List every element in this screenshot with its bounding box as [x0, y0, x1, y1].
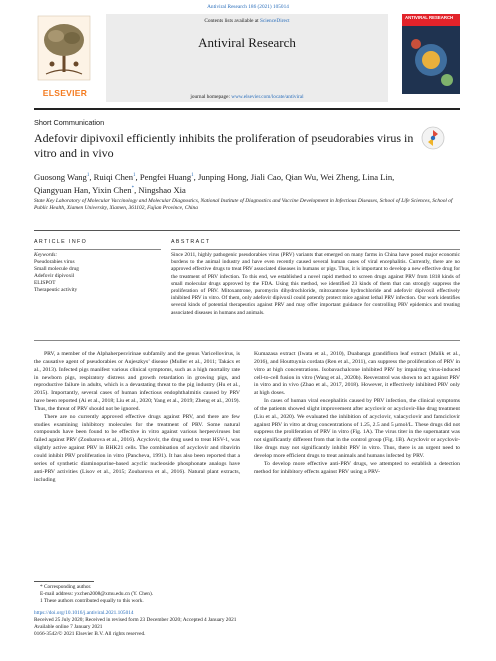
keywords-label: Keywords:	[34, 252, 58, 258]
author-name[interactable]: Guosong Wang	[34, 171, 87, 182]
footnote-rule	[34, 581, 94, 582]
masthead-rule	[34, 108, 460, 110]
homepage-prefix: journal homepage:	[190, 94, 232, 100]
abstract-heading: ABSTRACT	[171, 239, 211, 245]
available-online: Available online 7 January 2021	[34, 624, 103, 630]
body-paragraph: There are no currently approved effective drugs against PRV, and there are few studies examining inhibitory molecules for the treatment of PRV. Some natural compounds have been found to be effective in vitro against various herpesviruses but failed against PRV (Zoubarova et al., 2016). Acyclovir, the drug used to treat HSV-1, was slightly active against PRV in BHK21 cells. The combination of acyclovir and ribavirin could inhibit PRV proliferation in vitro (Pancheva, 1991). It has also been reported that a series of synthetic diaminopurine-based acyclic nucleoside phosphonate analogs have anti-PRV activities (Lisov et al., 2015; Zoubarova et al., 2016). Natural plant extracts, including	[34, 413, 240, 483]
author-name[interactable]: Wei Zheng	[320, 171, 358, 182]
footnote-email[interactable]: E-mail address: yxchen2008@xmu.edu.cn (Y. Chen).	[40, 591, 154, 597]
footnotes	[34, 584, 334, 605]
sciencedirect-link[interactable]: ScienceDirect	[259, 18, 290, 24]
elsevier-tree-logo	[34, 14, 94, 84]
article-type: Short Communication	[34, 118, 105, 127]
doi-link[interactable]: https://doi.org/10.1016/j.antiviral.2021.105014	[34, 610, 134, 616]
keyword: ELISPOT	[34, 280, 56, 286]
keyword: Small molecule drug	[34, 266, 79, 272]
keyword: Therapeutic activity	[34, 287, 78, 293]
author-footnote-marker[interactable]: 1	[133, 173, 136, 178]
footnote-corresponding: * Corresponding author.	[40, 584, 92, 590]
journal-masthead	[34, 14, 460, 106]
body-column-left	[34, 351, 240, 484]
homepage-link[interactable]: www.elsevier.com/locate/antiviral	[231, 94, 304, 100]
article-title: Adefovir dipivoxil efficiently inhibits the proliferation of pseudorabies virus in vitro and in vivo	[34, 131, 414, 160]
author-footnote-marker[interactable]: 1	[86, 173, 90, 178]
journal-cover-thumbnail	[402, 14, 460, 94]
divider	[34, 249, 161, 250]
keyword: Pseudorabies virus	[34, 259, 75, 265]
author-name[interactable]: Ningshao Xia	[138, 185, 186, 196]
received-dates: Received 25 July 2020; Received in revised form 23 December 2020; Accepted 4 January 2021	[34, 617, 237, 623]
check-for-updates-icon[interactable]	[420, 125, 446, 151]
divider	[34, 340, 460, 341]
author-affiliation: State Key Laboratory of Molecular Vaccinology and Molecular Diagnostics, National Institute of Diagnostics and Vaccine Development in Infectious Diseases, School of Life Sciences, School of Public Health, Xiamen University, Xiamen, 361102, Fujian Province, China	[34, 198, 453, 212]
body-paragraph: Kumazasa extract (Iwata et al., 2010), Duabanga grandiflora leaf extract (Malik et al., 2016), and Houttuynia cordata (Ren et al., 2011), can suppress the proliferation of PRV in vitro at high concentrations. Isobavachalcone inhibited PRV by impairing virus-induced cell-to-cell fusion in vitro (Wang et al., 2020b). Resveratrol was shown to act against PRV in vitro and in vivo (Zhao et al., 2017, 2018). However, it effectively inhibited PRV only at high doses.	[254, 351, 460, 397]
bibliographic-info	[34, 610, 334, 638]
divider	[34, 230, 460, 231]
body-column-right	[254, 351, 460, 477]
cover-artwork	[402, 26, 460, 94]
author-name[interactable]: Qian Wu	[285, 171, 317, 182]
author-name[interactable]: Qiangyuan Han	[34, 185, 89, 196]
author-name[interactable]: Junping Hong	[197, 171, 247, 182]
keywords-block	[34, 252, 79, 294]
journal-title: Antiviral Research	[198, 35, 296, 50]
contents-prefix: Contents lists available at	[204, 18, 260, 24]
elsevier-wordmark: ELSEVIER	[42, 88, 88, 98]
body-paragraph: In cases of human viral encephalitis caused by PRV infection, the clinical symptoms of the patients showed slight improvement after acyclovir or acyclovir-like drug treatment (Liu et al., 2020). We evaluated the inhibition of acyclovir, valacyclovir and famciclovir against PRV in vitro at drug concentrations of 1.25, 2.5 and 5 μmol/L. These drugs did not suppress the proliferation of PRV in vitro (Fig. 1A). The virus titer in the supernatant was not significantly different from that in the control group (Fig. 1B). Acyclovir or acyclovir-like drugs may not significantly inhibit PRV in vitro. Thus, there is an urgent need to develop more efficient drugs to treat animals and humans infected by PRV.	[254, 398, 460, 459]
running-head[interactable]: Antiviral Research 186 (2021) 105014	[207, 4, 289, 10]
article-info-heading: ARTICLE INFO	[34, 239, 88, 245]
contents-available-line	[106, 18, 388, 24]
author-footnote-marker[interactable]: *	[131, 186, 135, 192]
copyright: 0166-3542/© 2021 Elsevier B.V. All rights reserved.	[34, 631, 146, 637]
cover-title: ANTIVIRAL RESEARCH	[405, 15, 454, 20]
body-paragraph: PRV, a member of the Alphaherpesvirinae subfamily and the genus Varicellovirus, is the causative agent of pseudorabies or Aujeszkys’ disease (Muller et al., 2011; Takács et al., 2013). Infected pigs manifest various clinical symptoms, such as a high mortality rate in newborn pigs, respiratory distress and growth retardation in growing pigs, and reproductive failure in adults, which is a devastating threat to the pig industry (Hu et al., 2015). Importantly, several cases of human infectious endophthalmitis caused by PRV have been reported (Ai et al., 2018; Liu et al., 2020; Yang et al., 2019; Zheng et al., 2019). Thus, the threat of PRV should not be ignored.	[34, 351, 240, 412]
keyword: Adefovir dipivoxil	[34, 273, 75, 279]
journal-homepage-line	[106, 94, 388, 100]
author-name[interactable]: Lina Lin	[362, 171, 393, 182]
author-name[interactable]: Pengfei Huang	[139, 171, 192, 182]
author-name[interactable]: Yixin Chen	[92, 185, 132, 196]
author-footnote-marker[interactable]: 1	[191, 173, 194, 178]
footnote-equal-contribution: 1 These authors contributed equally to this work.	[40, 598, 144, 604]
divider	[171, 249, 460, 250]
abstract-text: Since 2011, highly pathogenic pseudorabies virus (PRV) variants that emerged on many farms in China have posed major economic burdens to the animal industry and have even recently caused several human cases of viral encephalitis. Currently, there are no approved effective drugs to treat PRV associated diseases in humans or pigs. Thus, it is important to develop a new effective drug for the treatment of PRV infection. To this end, we established a novel rapid method to screen drugs against PRV from 1818 kinds of small molecular drugs approved by the FDA. Using this method, we identified 23 kinds of them that can strongly suppress the proliferation of PRV. Mitoxantrone, puromycin dihydrochloride, mitoxantrone hydrochloride and adefovir dipivoxil effectively inhibited PRV in vitro. Of them, only adefovir dipivoxil could potently protect mice against lethal PRV infection. Our work identifies several kinds of potential therapeutics against PRV and may offer important guidance for controlling PRV epidemics and treating associated diseases in humans and animals.	[171, 252, 460, 316]
author-name[interactable]: Jiali Cao	[250, 171, 282, 182]
author-list: Guosong Wang$^1$, Ruiqi Chen$^1$, Pengfei Huang$^1$, Junping Hong, Jiali Cao, Qian Wu, Wei Zheng, Lina Lin, Qiangyuan Han, Yixin Chen*, Ningshao Xia	[34, 171, 395, 196]
masthead-center	[106, 14, 388, 102]
author-name[interactable]: Ruiqi Chen	[93, 171, 134, 182]
body-paragraph: To develop more effective anti-PRV drugs, we attempted to establish a detection method for inhibitory effects against PRV using a PRV-	[254, 460, 460, 475]
